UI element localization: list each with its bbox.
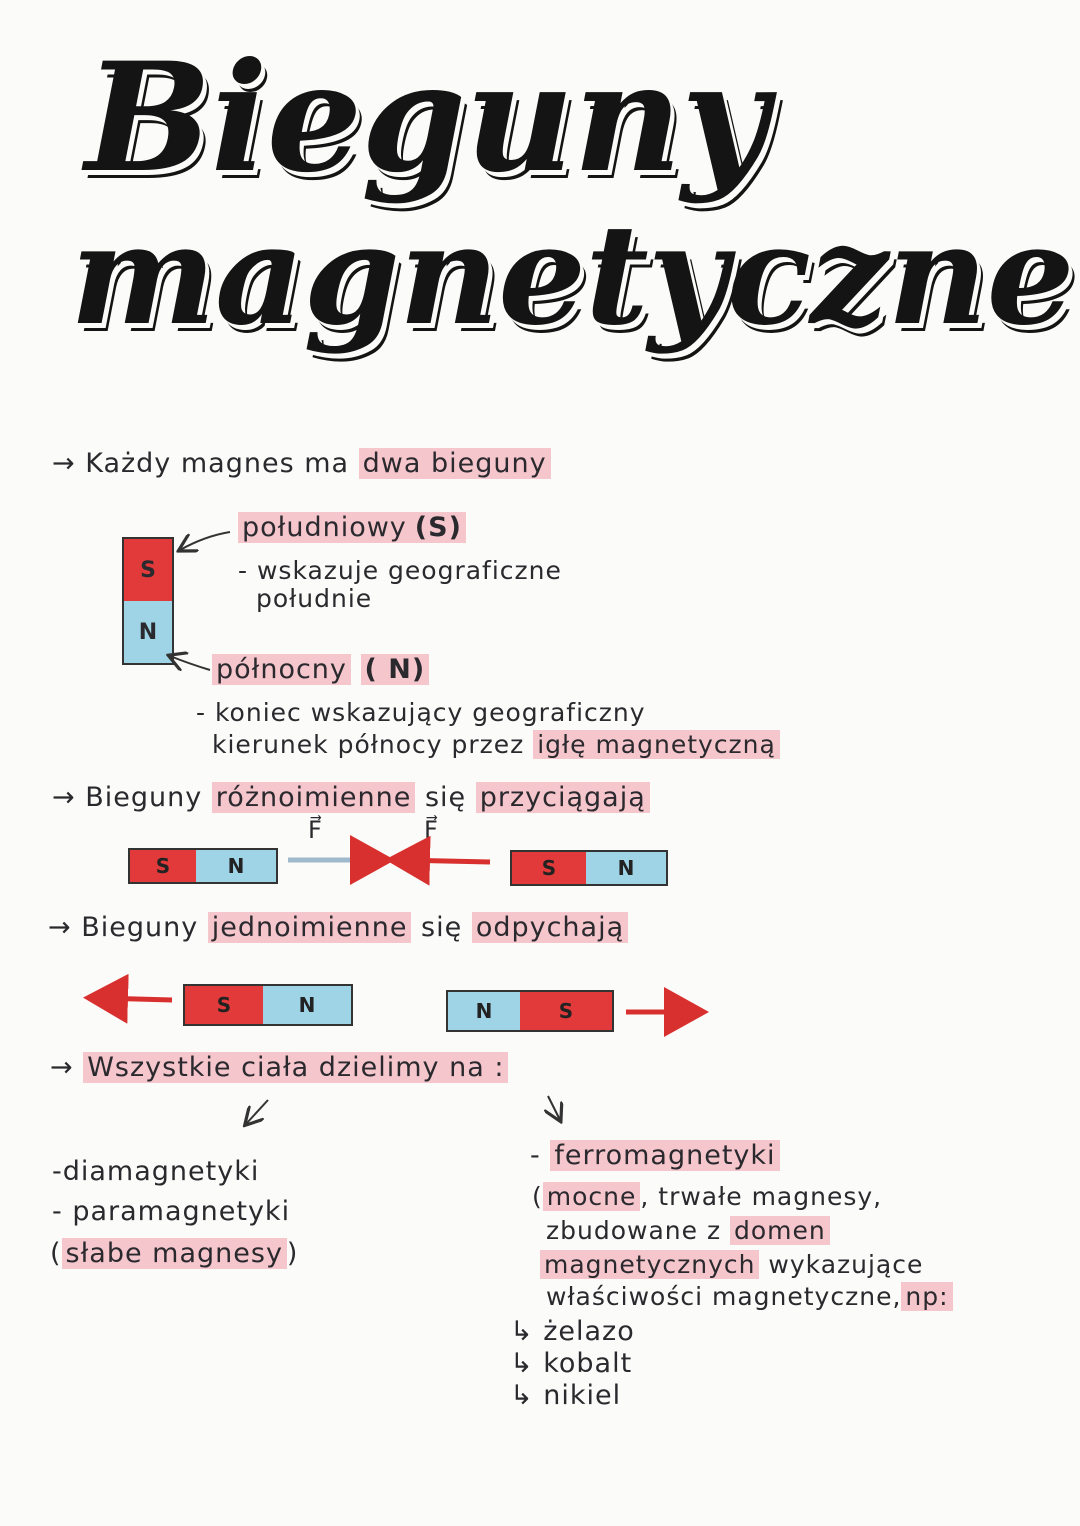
north-pointer-arrow-icon [170,656,210,670]
repel-highlight-2: odpychają [472,912,628,943]
branch-right-arrow-icon [548,1096,560,1120]
bodies-highlight: Wszystkie ciała dzielimy na : [83,1052,508,1083]
left-item-3-highlight: słabe magnesy [62,1238,287,1269]
paren-open: ( [532,1182,543,1211]
repel-highlight-1: jednoimienne [208,912,412,943]
repel-force-left-arrow-icon [98,998,172,1000]
example-cobalt: ↳ kobalt [510,1348,633,1379]
right-item-5-text: właściwości magnetyczne, [546,1282,902,1311]
bullet-arrow-icon: → [52,448,76,479]
repel-magnet-1-south: S [185,986,263,1024]
south-pole-desc-1: - wskazuje geograficzne [238,556,562,585]
example-iron: ↳ żelazo [510,1316,635,1347]
south-pole-symbol: (S) [411,512,466,543]
repel-text-1: Bieguny [81,912,199,943]
attract-highlight-1: różnoimienne [212,782,416,813]
force-label-2: F⃗ [424,816,438,844]
bullet-arrow-icon: → [50,1052,74,1083]
force-label-1: F⃗ [308,816,322,844]
attract-force-left-arrow-icon [400,860,490,862]
dash: - [530,1140,541,1171]
attract-highlight-2: przyciągają [476,782,650,813]
branch-left-arrow-icon [246,1100,268,1124]
paren-open: ( [50,1238,62,1269]
left-item-1: -diamagnetyki [52,1156,260,1187]
north-pole-name: północny [212,654,351,685]
north-pole-symbol: ( N) [361,654,430,685]
page-title-line-1: Bieguny [85,30,768,206]
left-item-2: - paramagnetyki [52,1196,291,1227]
intro-text: Każdy magnes ma [85,448,350,479]
repel-text-2: się [421,912,463,943]
right-item-2-highlight: mocne [543,1182,641,1211]
bullet-arrow-icon: → [48,912,72,943]
right-item-4-highlight: magnetycznych [540,1250,759,1279]
attract-magnet-1-south: S [130,850,196,882]
repel-magnet-1-north: N [263,986,351,1024]
repel-magnet-2-south: S [520,992,612,1030]
magnet-south-half: S [124,539,172,601]
attract-text-1: Bieguny [85,782,203,813]
paren-close: ) [286,1238,299,1269]
attract-magnet-1-north: N [196,850,276,882]
north-pole-desc-text: kierunek północy przez [212,730,525,759]
right-item-3-highlight: domen [730,1216,830,1245]
page-title-line-2: magnetyczne [70,193,1074,356]
example-nickel: ↳ nikiel [510,1380,622,1411]
bullet-arrow-icon: → [52,782,76,813]
attract-magnet-2-north: N [586,852,666,884]
right-item-2-rest: , trwałe magnesy, [640,1182,883,1211]
magnet-north-half: N [124,601,172,663]
right-item-3-text: zbudowane z [546,1216,722,1245]
right-item-4-rest: wykazujące [768,1250,924,1279]
south-pointer-arrow-icon [180,532,230,550]
attract-magnet-2-south: S [512,852,586,884]
repel-magnet-2-north: N [448,992,520,1030]
north-pole-desc-highlight: igłę magnetyczną [533,730,780,759]
right-item-1-highlight: ferromagnetyki [550,1140,779,1171]
north-pole-desc-1: - koniec wskazujący geograficzny [196,698,646,727]
right-item-5-highlight: np: [901,1282,952,1311]
south-pole-desc-2: południe [256,584,373,613]
attract-text-2: się [424,782,467,813]
intro-highlight: dwa bieguny [359,448,551,479]
south-pole-name: południowy [238,512,411,543]
